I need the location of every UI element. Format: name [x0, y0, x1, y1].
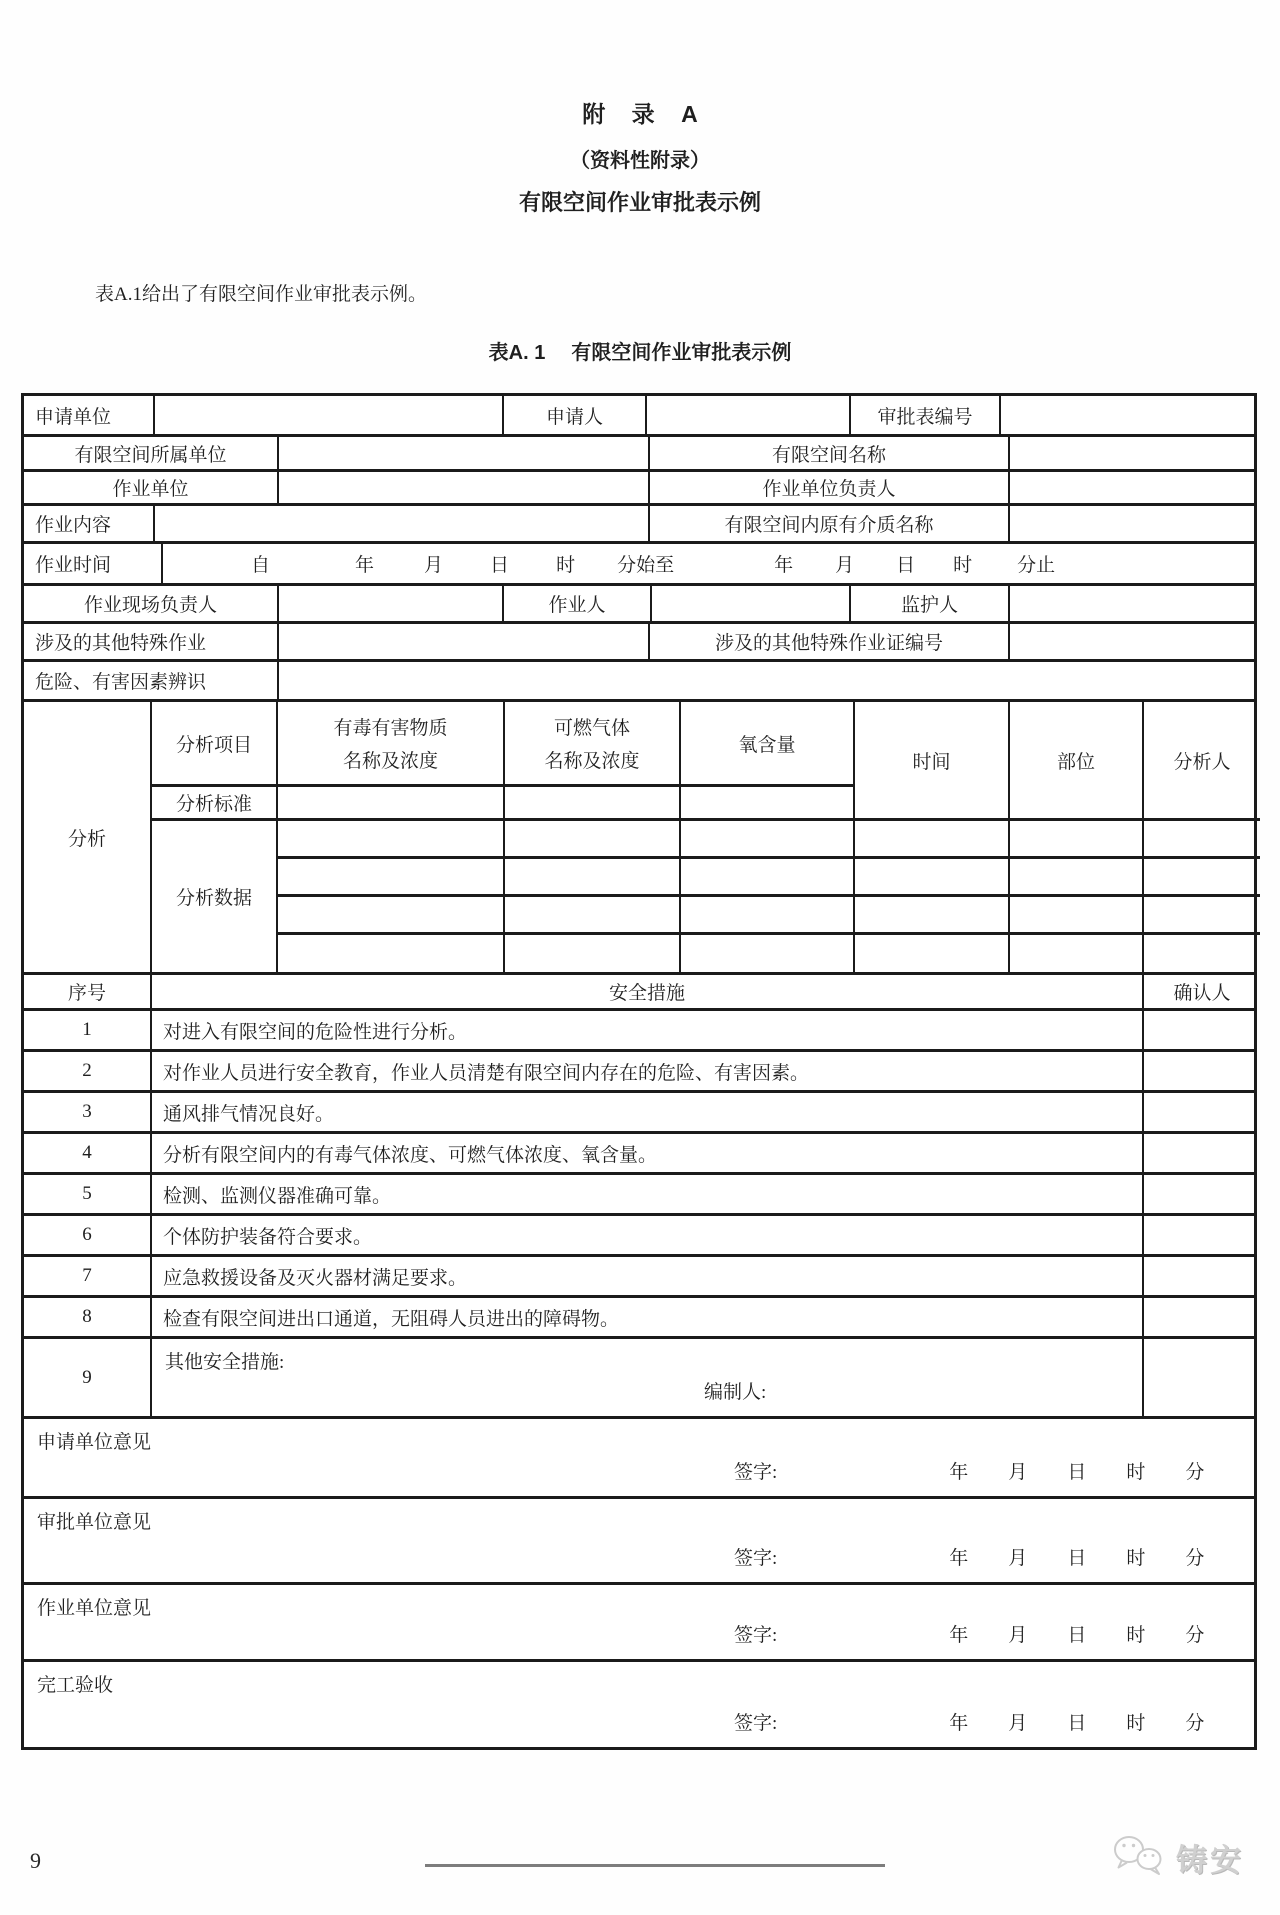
label-worker: 作业人	[502, 586, 650, 621]
form-row-work-unit	[24, 469, 1254, 503]
measure-no: 5	[82, 1183, 92, 1204]
wechat-logo-icon	[1112, 1834, 1168, 1880]
date-token: 月	[1008, 1625, 1028, 1646]
date-token: 日	[1067, 1625, 1087, 1646]
blank-cell	[1142, 932, 1260, 972]
measure-no: 8	[82, 1306, 92, 1327]
blank-cell	[503, 818, 679, 856]
date-token: 月	[1008, 1462, 1028, 1483]
blank-cell	[153, 396, 502, 434]
blank-cell	[853, 856, 1008, 894]
col-part: 部位	[1008, 702, 1142, 818]
blank-cell	[1142, 1339, 1260, 1416]
sign-line	[24, 1457, 1260, 1484]
time-token: 月	[835, 555, 855, 576]
col-analyst: 分析人	[1142, 702, 1260, 818]
sign-label: 签字:	[734, 1548, 778, 1569]
date-token: 年	[949, 1625, 969, 1646]
sign-label: 签字:	[734, 1713, 778, 1734]
col-flammable-gas: 可燃气体 名称及浓度	[503, 702, 679, 784]
label-applicant: 申请人	[502, 396, 645, 434]
measure-text: 分析有限空间内的有毒气体浓度、可燃气体浓度、氧含量。	[150, 1134, 1142, 1172]
label-apply-unit: 申请单位	[35, 406, 112, 428]
other-measures-label: 其他安全措施:	[165, 1352, 285, 1373]
date-token: 分	[1185, 1548, 1205, 1569]
footer-rule	[425, 1864, 885, 1867]
measure-row	[24, 1049, 1254, 1090]
opinion-label: 审批单位意见	[37, 1512, 152, 1533]
date-token: 日	[1067, 1548, 1087, 1569]
time-token: 月	[424, 555, 444, 576]
other-measures-cell	[150, 1339, 1142, 1416]
table-caption-title: 有限空间作业审批表示例	[571, 342, 792, 364]
editor-label: 编制人:	[704, 1382, 767, 1403]
blank-cell	[1142, 1257, 1260, 1295]
blank-cell	[277, 586, 502, 621]
opinion-row-approval-unit	[24, 1496, 1254, 1582]
blank-cell	[1008, 894, 1142, 932]
measure-text: 检测、监测仪器准确可靠。	[150, 1175, 1142, 1213]
blank-cell	[999, 396, 1260, 434]
time-token: 日	[490, 555, 510, 576]
date-token: 时	[1126, 1713, 1146, 1734]
blank-cell	[1008, 856, 1142, 894]
blank-cell	[1008, 472, 1260, 503]
time-token: 年	[774, 555, 794, 576]
blank-cell	[1008, 506, 1260, 541]
col-seq-no: 序号	[67, 983, 106, 1004]
blank-cell	[650, 586, 849, 621]
blank-cell	[277, 662, 1260, 699]
table-caption	[0, 336, 1280, 365]
opinion-row-apply-unit	[24, 1416, 1254, 1496]
form-row-hazard-id	[24, 659, 1254, 699]
blank-cell	[853, 932, 1008, 972]
blank-cell	[277, 472, 648, 503]
time-token: 分始至	[617, 555, 675, 576]
label-site-chief: 作业现场负责人	[83, 595, 217, 616]
label-work-unit-chief: 作业单位负责人	[648, 472, 1008, 503]
measure-row	[24, 1254, 1254, 1295]
blank-cell	[1142, 1298, 1260, 1336]
label-work-content: 作业内容	[35, 515, 112, 536]
form-row-work-content	[24, 503, 1254, 541]
blank-cell	[1142, 1052, 1260, 1090]
measure-row	[24, 1090, 1254, 1131]
measure-no: 4	[82, 1142, 92, 1163]
date-token: 年	[949, 1713, 969, 1734]
form-row-site-chief	[24, 583, 1254, 621]
date-token: 日	[1067, 1462, 1087, 1483]
blank-cell	[503, 894, 679, 932]
opinion-label: 完工验收	[37, 1675, 114, 1696]
date-token: 分	[1185, 1713, 1205, 1734]
watermark-text: 铸安	[1176, 1842, 1244, 1878]
approval-form-table	[21, 393, 1257, 1750]
measure-text: 通风排气情况良好。	[150, 1093, 1142, 1131]
blank-cell	[1142, 1011, 1260, 1049]
measure-row-other	[24, 1336, 1254, 1416]
sign-line	[24, 1708, 1260, 1735]
blank-cell	[1142, 856, 1260, 894]
label-special-work-cert-no: 涉及的其他特殊作业证编号	[648, 624, 1008, 659]
measure-row	[24, 1008, 1254, 1049]
appendix-type: （资料性附录）	[570, 150, 710, 172]
blank-cell	[276, 856, 503, 894]
blank-cell	[679, 818, 853, 856]
blank-cell	[1008, 437, 1260, 469]
blank-cell	[153, 506, 648, 541]
page-number: 9	[30, 1848, 41, 1873]
opinion-cell	[24, 1499, 1260, 1582]
blank-cell	[679, 894, 853, 932]
label-analysis: 分析	[67, 828, 106, 850]
blank-cell	[1008, 624, 1260, 659]
col-confirmer: 确认人	[1142, 975, 1260, 1008]
blank-cell	[503, 932, 679, 972]
intro-paragraph: 表A.1给出了有限空间作业审批表示例。	[95, 284, 427, 305]
blank-cell	[679, 784, 853, 818]
blank-cell	[276, 894, 503, 932]
label-space-name: 有限空间名称	[648, 437, 1008, 469]
blank-cell	[1008, 932, 1142, 972]
form-row-work-time	[24, 541, 1254, 583]
blank-cell	[276, 818, 503, 856]
opinion-row-work-unit	[24, 1582, 1254, 1659]
measure-no: 7	[82, 1265, 92, 1286]
measure-no: 3	[82, 1101, 92, 1122]
blank-cell	[1008, 818, 1142, 856]
measures-header	[24, 972, 1254, 1008]
blank-cell	[645, 396, 849, 434]
sign-line	[24, 1620, 1260, 1647]
blank-cell	[1142, 1175, 1260, 1213]
label-analysis-item: 分析项目	[150, 702, 276, 784]
label-hazard-identification: 危险、有害因素辨识	[35, 672, 207, 693]
measure-row	[24, 1131, 1254, 1172]
date-token: 分	[1185, 1462, 1205, 1483]
time-token: 年	[355, 555, 375, 576]
date-token: 年	[949, 1462, 969, 1483]
blank-cell	[853, 818, 1008, 856]
sign-line	[24, 1543, 1260, 1570]
label-approval-no: 审批表编号	[849, 396, 999, 434]
measure-no: 9	[82, 1366, 92, 1388]
sign-label: 签字:	[734, 1625, 778, 1646]
label-original-medium: 有限空间内原有介质名称	[648, 506, 1008, 541]
measure-no: 1	[82, 1019, 92, 1040]
blank-cell	[276, 932, 503, 972]
opinion-row-completion	[24, 1659, 1254, 1747]
time-token: 时	[556, 555, 576, 576]
blank-cell	[1142, 1216, 1260, 1254]
time-token: 日	[896, 555, 916, 576]
analysis-section	[24, 699, 1254, 972]
table-caption-label: 表A. 1	[488, 342, 546, 364]
blank-cell	[503, 856, 679, 894]
measure-row	[24, 1295, 1254, 1336]
measure-text: 个体防护装备符合要求。	[150, 1216, 1142, 1254]
col-time: 时间	[853, 702, 1008, 818]
opinion-cell	[24, 1419, 1260, 1496]
blank-cell	[276, 784, 503, 818]
measure-row	[24, 1213, 1254, 1254]
blank-cell	[853, 894, 1008, 932]
opinion-label: 作业单位意见	[37, 1598, 152, 1619]
col-toxic-substance: 有毒有害物质 名称及浓度	[276, 702, 503, 784]
blank-cell	[679, 932, 853, 972]
blank-cell	[1142, 894, 1260, 932]
col-safety-measure: 安全措施	[150, 975, 1142, 1008]
date-token: 月	[1008, 1548, 1028, 1569]
blank-cell	[1142, 1093, 1260, 1131]
form-row-special-work	[24, 621, 1254, 659]
label-analysis-standard: 分析标准	[150, 784, 276, 818]
measure-row	[24, 1172, 1254, 1213]
date-token: 年	[949, 1548, 969, 1569]
date-token: 时	[1126, 1548, 1146, 1569]
time-token: 分止	[1017, 555, 1056, 576]
label-work-time: 作业时间	[35, 555, 112, 576]
label-special-work: 涉及的其他特殊作业	[35, 633, 207, 654]
blank-cell	[679, 856, 853, 894]
blank-cell	[277, 624, 648, 659]
time-token: 时	[953, 555, 973, 576]
work-time-line	[161, 544, 1260, 583]
date-token: 分	[1185, 1625, 1205, 1646]
blank-cell	[277, 437, 648, 469]
date-token: 月	[1008, 1713, 1028, 1734]
measure-text: 对作业人员进行安全教育，作业人员清楚有限空间内存在的危险、有害因素。	[150, 1052, 1142, 1090]
form-row-apply	[24, 396, 1254, 434]
blank-cell	[1142, 1134, 1260, 1172]
blank-cell	[1142, 818, 1260, 856]
date-token: 日	[1067, 1713, 1087, 1734]
col-oxygen: 氧含量	[679, 702, 853, 784]
measure-text: 检查有限空间进出口通道，无阻碍人员进出的障碍物。	[150, 1298, 1142, 1336]
blank-cell	[503, 784, 679, 818]
measure-text: 对进入有限空间的危险性进行分析。	[150, 1011, 1142, 1049]
opinion-cell	[24, 1662, 1260, 1747]
measure-no: 2	[82, 1060, 92, 1081]
label-guardian: 监护人	[849, 586, 1008, 621]
label-analysis-data: 分析数据	[150, 818, 276, 972]
label-space-owner-unit: 有限空间所属单位	[74, 444, 227, 466]
sign-label: 签字:	[734, 1462, 778, 1483]
form-row-owner-unit	[24, 434, 1254, 469]
date-token: 时	[1126, 1462, 1146, 1483]
measure-text: 应急救援设备及灭火器材满足要求。	[150, 1257, 1142, 1295]
measure-no: 6	[82, 1224, 92, 1245]
watermark	[1112, 1834, 1244, 1880]
blank-cell	[1008, 586, 1260, 621]
appendix-title: 附 录 A	[582, 101, 698, 127]
opinion-cell	[24, 1585, 1260, 1659]
appendix-heading: 有限空间作业审批表示例	[518, 190, 761, 215]
label-work-unit: 作业单位	[112, 479, 189, 500]
opinion-label: 申请单位意见	[37, 1432, 152, 1453]
date-token: 时	[1126, 1625, 1146, 1646]
time-token: 自	[251, 555, 271, 576]
